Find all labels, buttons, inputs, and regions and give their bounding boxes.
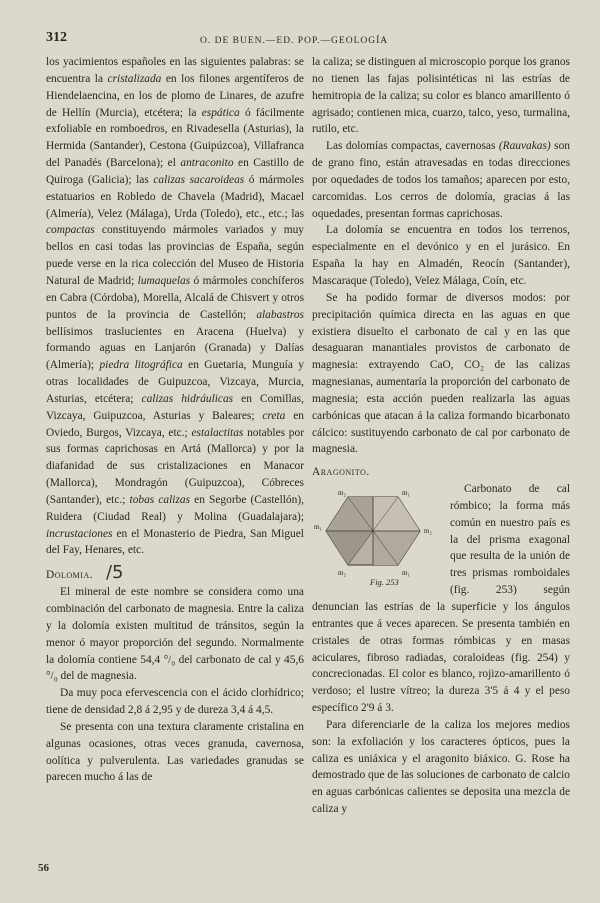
footer-mark: 56 <box>38 862 49 874</box>
left-column <box>46 54 304 786</box>
svg-text:m₁: m₁ <box>402 569 410 578</box>
page-number: 312 <box>46 30 67 45</box>
right-column <box>312 54 570 818</box>
svg-text:m₂: m₂ <box>338 489 346 498</box>
paragraph-right-4: Se ha podido formar de diversos modos: por precipitación química directa en las aguas en que existiera disuelto el carbonato de cal y en las que desaguaran manantiales provistos de carbonato de magnesia: extrayendo CaO, CO₂ de las calizas magnesianas, aumentaría la proporción del carbonato de magnesia; esta acción pueden realizarla las aguas carbónicas que atacan á la caliza formando bicarbonato cálcico: sustituyendo carbonato de cal por carbonato de magnesia. <box>312 291 570 456</box>
handwritten-mark: /5 <box>105 562 124 584</box>
svg-text:m₁: m₁ <box>402 489 410 498</box>
paragraph-aragonito-1: Carbonato de cal rómbico; la forma más común en nuestro país es la del prisma exagonal que resulta de la unión de tres prismas romboidales (fig. 253) según denuncian las estrías de la superficie y los ángulos entrantes que á veces aparecen. Se presenta también en cristales de otras formas rómbicas y en masas aciculares, fibroso radiadas, coraloideas (fig. 254) y concrecionadas. El color es blanco, rojizo-amarillento ó verdoso; el lustre vítreo; la dureza 3'5 á 4 y el peso específico 2'9 á 3. <box>312 483 570 715</box>
paragraph-right-1: la caliza; se distinguen al microscopio porque los granos no tienen las fajas polisintéticas ni las estrías de hemitropia de la caliza; su color es blanco amarillento ó agrisado; contienen mica, cuarzo, talco, yeso, turmalina, rutilo, etc. <box>312 56 570 136</box>
svg-text:m₂: m₂ <box>424 527 432 536</box>
figure-253 <box>312 483 442 591</box>
section-heading-aragonito: Aragonito. <box>312 466 370 479</box>
svg-text:m₂: m₂ <box>338 569 346 578</box>
paragraph-aragonito-2: Para diferenciarle de la caliza los mejores medios son: la exfoliación y los caracteres ópticos, pues la caliza es uniáxica y el aragonito biáxico. G. Rose ha demostrado que de las soluciones de carbonato de calcio en aguas carbónicas calientes se deposita una mezcla de caliza y <box>312 718 570 816</box>
paragraph-right-2: Las dolomías compactas, cavernosas (Rauvakas) son de grano fino, están atravesadas en todas direcciones por oquedades de todos los tamaños; aparecen por esto, carcomidas. Los cerros de dolomía, gracias á las oquedades, presentan formas caprichosas. <box>312 140 570 220</box>
paragraph-dolomia-2: Da muy poca efervescencia con el ácido clorhídrico; tiene de densidad 2,8 á 2,95 y de dureza 3,4 á 4,5. <box>46 687 304 717</box>
running-head: O. DE BUEN.—ED. POP.—GEOLOGÍA <box>200 36 389 46</box>
hexagonal-prism-drawing <box>312 483 442 579</box>
paragraph-dolomia-1: El mineral de este nombre se considera como una combinación del carbonato de magnesia. Entre la caliza y la dolomía existen multitud de tránsitos, según la menor ó mayor proporción del segundo. Normalmente la dolomía contiene 54,4 °/₀ del carbonato de cal y 45,6 °/₀ del de magnesia. <box>46 586 304 683</box>
paragraph-yacimientos: los yacimientos españoles en las siguientes palabras: se encuentra la cristalizada en los filones argentíferos de Hiendelaencina, en los de plomo de Linares, de azufre de Hellín (Murcia), etcétera; la espática ó fácilmente exfoliable en romboedros, en Rivadesella (Asturias), la Hermida (Santander), Cestona (Guipúzcoa), Villafranca del Panadés (Barcelona); el antraconito en Castillo de Quiroga (Galicia); las calizas sacaroideas ó mármoles estatuarios en Robledo de Chavela (Madrid), Macael (Almería), Velez (Málaga), Urda (Toledo), etc., etc.; las compactas constituyendo mármoles variados y muy bellos en casi todas las provincias de España, según puede verse en la rica colección del Museo de Historia Natural de Madrid; lumaquelas ó mármoles conchíferos en Cabra (Córdoba), Morella, Alcalá de Chisvert y otros puntos de la provincia de Castellón; alabastros bellísimos traslucientes en Aracena (Huelva) y formando aguas en Lanjarón (Granada) y Dalías (Almería); piedra litográfica en Guetaria, Munguía y otras localidades de Guipuzcoa, Vizcaya, Murcia, Asturias, etcétera; calizas hidráulicas en Comillas, Vizcaya, Guipuzcoa, Asturias y Baleares; creta en Oviedo, Burgos, Vizcaya, etc.; estalactitas notables por sus formas caprichosas en Artá (Mallorca) y por la diafanidad de sus cristalizaciones en Manacor (Mallorca), Mondragón (Guipuzcoa), Cóbreces (Santander), etc.; tobas calizas en Segorbe (Castellón), Ruidera (Ciudad Real) y Molina (Guadalajara); incrustaciones en el Monasterio de Piedra, San Miguel del Fay, Henares, etc. <box>46 56 305 557</box>
paragraph-dolomia-3: Se presenta con una textura claramente cristalina en algunas ocasiones, otras veces granuda, cavernosa, oolítica y pulverulenta. Las variedades granudas se parecen mucho á las de <box>46 720 304 784</box>
figure-caption: Fig. 253 <box>370 577 399 588</box>
section-heading-dolomia: Dolomia. /5 <box>46 562 124 584</box>
paragraph-right-3: La dolomía se encuentra en todos los terrenos, especialmente en el devónico y en el jurásico. En España la hay en Almadén, Reocín (Santander), Mascaraque (Toledo), Velez Málaga, Coín, etc. <box>312 224 570 287</box>
svg-text:m₁: m₁ <box>314 523 322 532</box>
